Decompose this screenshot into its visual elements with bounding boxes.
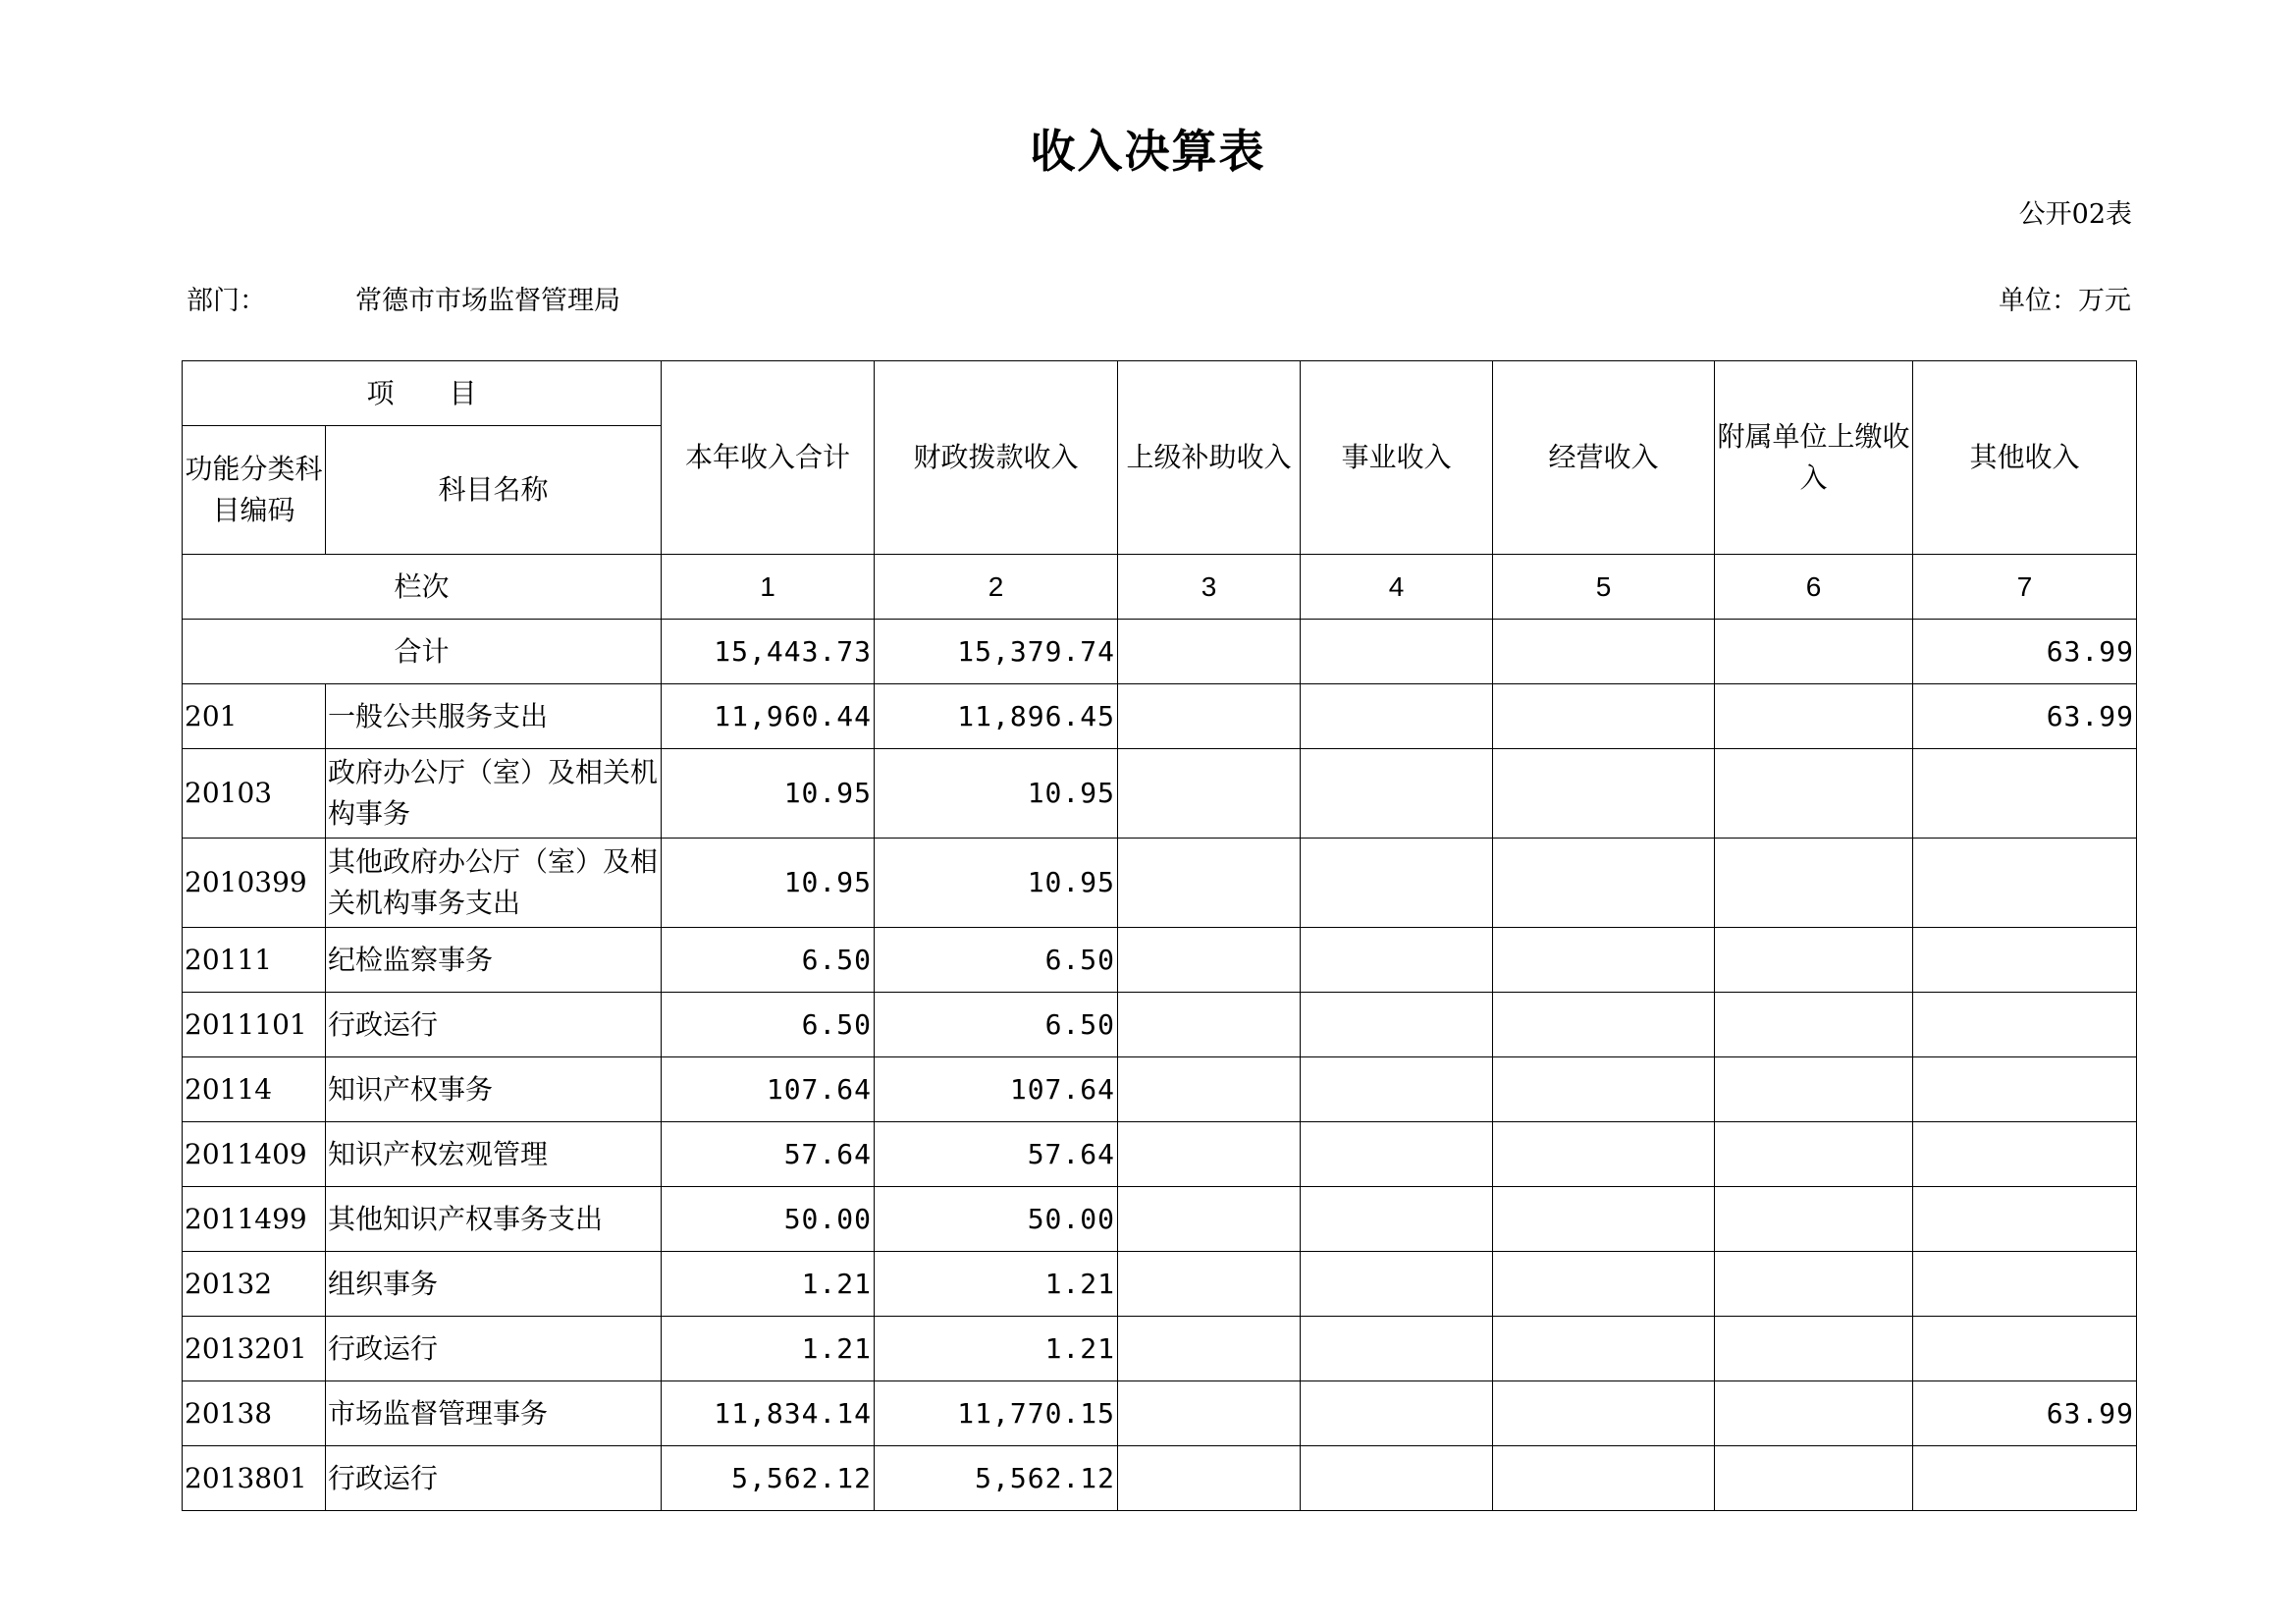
table-row xyxy=(183,1317,2137,1381)
amount-cell xyxy=(1493,993,1715,1057)
amount-cell xyxy=(1493,1381,1715,1446)
header-function-code: 功能分类科目编码 xyxy=(183,426,326,555)
total-row xyxy=(183,620,2137,684)
total-cell xyxy=(1493,620,1715,684)
amount-cell: 1.21 xyxy=(875,1252,1118,1317)
header-other-income: 其他收入 xyxy=(1913,361,2137,555)
amount-cell: 6.50 xyxy=(662,928,875,993)
department-label: 部门： xyxy=(187,286,266,316)
table-row xyxy=(183,1252,2137,1317)
total-cell xyxy=(1118,620,1301,684)
amount-cell xyxy=(1301,1187,1493,1252)
amount-cell xyxy=(1913,839,2137,928)
table-row xyxy=(183,1122,2137,1187)
amount-cell xyxy=(1715,993,1913,1057)
amount-cell: 63.99 xyxy=(1913,1381,2137,1446)
amount-cell: 11,960.44 xyxy=(662,684,875,749)
amount-cell xyxy=(1715,749,1913,839)
subject-name-cell: 纪检监察事务 xyxy=(326,928,662,993)
amount-cell xyxy=(1301,928,1493,993)
total-cell: 15,379.74 xyxy=(875,620,1118,684)
amount-cell xyxy=(1913,1446,2137,1511)
table-row xyxy=(183,1187,2137,1252)
header-fiscal-appropriation: 财政拨款收入 xyxy=(875,361,1118,555)
function-code-cell: 20132 xyxy=(183,1252,326,1317)
amount-cell xyxy=(1715,1317,1913,1381)
amount-cell: 57.64 xyxy=(662,1122,875,1187)
amount-cell: 10.95 xyxy=(875,749,1118,839)
amount-cell: 107.64 xyxy=(875,1057,1118,1122)
amount-cell xyxy=(1301,993,1493,1057)
subject-name-cell: 政府办公厅（室）及相关机构事务 xyxy=(326,749,662,839)
amount-cell xyxy=(1118,1122,1301,1187)
amount-cell xyxy=(1715,839,1913,928)
amount-cell: 5,562.12 xyxy=(662,1446,875,1511)
amount-cell xyxy=(1715,684,1913,749)
table-row xyxy=(183,993,2137,1057)
column-number: 3 xyxy=(1118,555,1301,620)
function-code-cell: 2013201 xyxy=(183,1317,326,1381)
subject-name-cell: 行政运行 xyxy=(326,1317,662,1381)
amount-cell xyxy=(1301,684,1493,749)
subject-name-cell: 知识产权宏观管理 xyxy=(326,1122,662,1187)
amount-cell xyxy=(1913,993,2137,1057)
amount-cell xyxy=(1715,1252,1913,1317)
total-cell: 63.99 xyxy=(1913,620,2137,684)
column-number: 4 xyxy=(1301,555,1493,620)
total-label: 合计 xyxy=(183,620,662,684)
header-item: 项 目 xyxy=(183,361,662,426)
amount-cell xyxy=(1301,839,1493,928)
amount-cell xyxy=(1913,1317,2137,1381)
function-code-cell: 201 xyxy=(183,684,326,749)
amount-cell xyxy=(1493,1122,1715,1187)
function-code-cell: 20114 xyxy=(183,1057,326,1122)
page-title: 收入决算表 xyxy=(1030,125,1266,178)
header-affiliate-remittance: 附属单位上缴收入 xyxy=(1715,361,1913,555)
table-row xyxy=(183,749,2137,839)
amount-cell: 50.00 xyxy=(875,1187,1118,1252)
amount-cell xyxy=(1493,684,1715,749)
amount-cell xyxy=(1493,839,1715,928)
amount-cell: 6.50 xyxy=(662,993,875,1057)
header-subject-name: 科目名称 xyxy=(326,426,662,555)
amount-cell xyxy=(1913,1252,2137,1317)
amount-cell xyxy=(1913,1122,2137,1187)
header-column-index-label: 栏次 xyxy=(183,555,662,620)
amount-cell: 50.00 xyxy=(662,1187,875,1252)
amount-cell: 107.64 xyxy=(662,1057,875,1122)
column-number: 2 xyxy=(875,555,1118,620)
subject-name-cell: 行政运行 xyxy=(326,1446,662,1511)
amount-cell xyxy=(1493,749,1715,839)
amount-cell: 10.95 xyxy=(662,839,875,928)
column-number: 7 xyxy=(1913,555,2137,620)
header-business-income: 事业收入 xyxy=(1301,361,1493,555)
amount-cell xyxy=(1913,1057,2137,1122)
amount-cell xyxy=(1118,684,1301,749)
table-row xyxy=(183,928,2137,993)
amount-cell xyxy=(1118,993,1301,1057)
amount-cell xyxy=(1301,1252,1493,1317)
unit-label: 单位：万元 xyxy=(1999,286,2131,316)
total-cell: 15,443.73 xyxy=(662,620,875,684)
amount-cell: 11,834.14 xyxy=(662,1381,875,1446)
amount-cell xyxy=(1301,1446,1493,1511)
form-number: 公开02表 xyxy=(2018,199,2132,230)
amount-cell xyxy=(1301,1057,1493,1122)
amount-cell xyxy=(1301,1122,1493,1187)
income-final-accounts-table xyxy=(182,360,2137,1511)
amount-cell: 1.21 xyxy=(875,1317,1118,1381)
amount-cell: 5,562.12 xyxy=(875,1446,1118,1511)
table-row xyxy=(183,684,2137,749)
amount-cell xyxy=(1118,749,1301,839)
header-operating-income: 经营收入 xyxy=(1493,361,1715,555)
amount-cell: 6.50 xyxy=(875,993,1118,1057)
amount-cell: 57.64 xyxy=(875,1122,1118,1187)
amount-cell xyxy=(1715,1187,1913,1252)
header-total-income: 本年收入合计 xyxy=(662,361,875,555)
amount-cell: 6.50 xyxy=(875,928,1118,993)
amount-cell: 10.95 xyxy=(875,839,1118,928)
function-code-cell: 20138 xyxy=(183,1381,326,1446)
amount-cell xyxy=(1715,1446,1913,1511)
amount-cell xyxy=(1118,1317,1301,1381)
subject-name-cell: 其他政府办公厅（室）及相关机构事务支出 xyxy=(326,839,662,928)
amount-cell xyxy=(1118,839,1301,928)
amount-cell xyxy=(1493,1446,1715,1511)
amount-cell xyxy=(1715,928,1913,993)
subject-name-cell: 一般公共服务支出 xyxy=(326,684,662,749)
amount-cell: 1.21 xyxy=(662,1252,875,1317)
amount-cell xyxy=(1118,1381,1301,1446)
function-code-cell: 2010399 xyxy=(183,839,326,928)
amount-cell xyxy=(1493,928,1715,993)
amount-cell xyxy=(1715,1122,1913,1187)
amount-cell: 10.95 xyxy=(662,749,875,839)
table-row xyxy=(183,1381,2137,1446)
subject-name-cell: 组织事务 xyxy=(326,1252,662,1317)
amount-cell: 11,770.15 xyxy=(875,1381,1118,1446)
department-name: 常德市市场监督管理局 xyxy=(355,286,620,316)
table-row xyxy=(183,839,2137,928)
function-code-cell: 2011409 xyxy=(183,1122,326,1187)
amount-cell xyxy=(1493,1187,1715,1252)
amount-cell xyxy=(1301,1381,1493,1446)
subject-name-cell: 知识产权事务 xyxy=(326,1057,662,1122)
total-cell xyxy=(1715,620,1913,684)
amount-cell xyxy=(1913,749,2137,839)
header-superior-subsidy: 上级补助收入 xyxy=(1118,361,1301,555)
amount-cell: 11,896.45 xyxy=(875,684,1118,749)
amount-cell xyxy=(1301,749,1493,839)
amount-cell xyxy=(1118,1187,1301,1252)
amount-cell xyxy=(1118,1252,1301,1317)
subject-name-cell: 其他知识产权事务支出 xyxy=(326,1187,662,1252)
column-number: 1 xyxy=(662,555,875,620)
column-number: 5 xyxy=(1493,555,1715,620)
amount-cell xyxy=(1118,1057,1301,1122)
function-code-cell: 2011101 xyxy=(183,993,326,1057)
amount-cell xyxy=(1913,1187,2137,1252)
function-code-cell: 2013801 xyxy=(183,1446,326,1511)
subject-name-cell: 市场监督管理事务 xyxy=(326,1381,662,1446)
amount-cell: 63.99 xyxy=(1913,684,2137,749)
amount-cell xyxy=(1493,1057,1715,1122)
function-code-cell: 2011499 xyxy=(183,1187,326,1252)
amount-cell xyxy=(1493,1252,1715,1317)
function-code-cell: 20103 xyxy=(183,749,326,839)
amount-cell xyxy=(1301,1317,1493,1381)
table-row xyxy=(183,1057,2137,1122)
amount-cell xyxy=(1715,1057,1913,1122)
column-number: 6 xyxy=(1715,555,1913,620)
total-cell xyxy=(1301,620,1493,684)
amount-cell xyxy=(1118,928,1301,993)
amount-cell xyxy=(1118,1446,1301,1511)
function-code-cell: 20111 xyxy=(183,928,326,993)
amount-cell xyxy=(1913,928,2137,993)
amount-cell xyxy=(1493,1317,1715,1381)
amount-cell xyxy=(1715,1381,1913,1446)
subject-name-cell: 行政运行 xyxy=(326,993,662,1057)
amount-cell: 1.21 xyxy=(662,1317,875,1381)
table-row xyxy=(183,1446,2137,1511)
